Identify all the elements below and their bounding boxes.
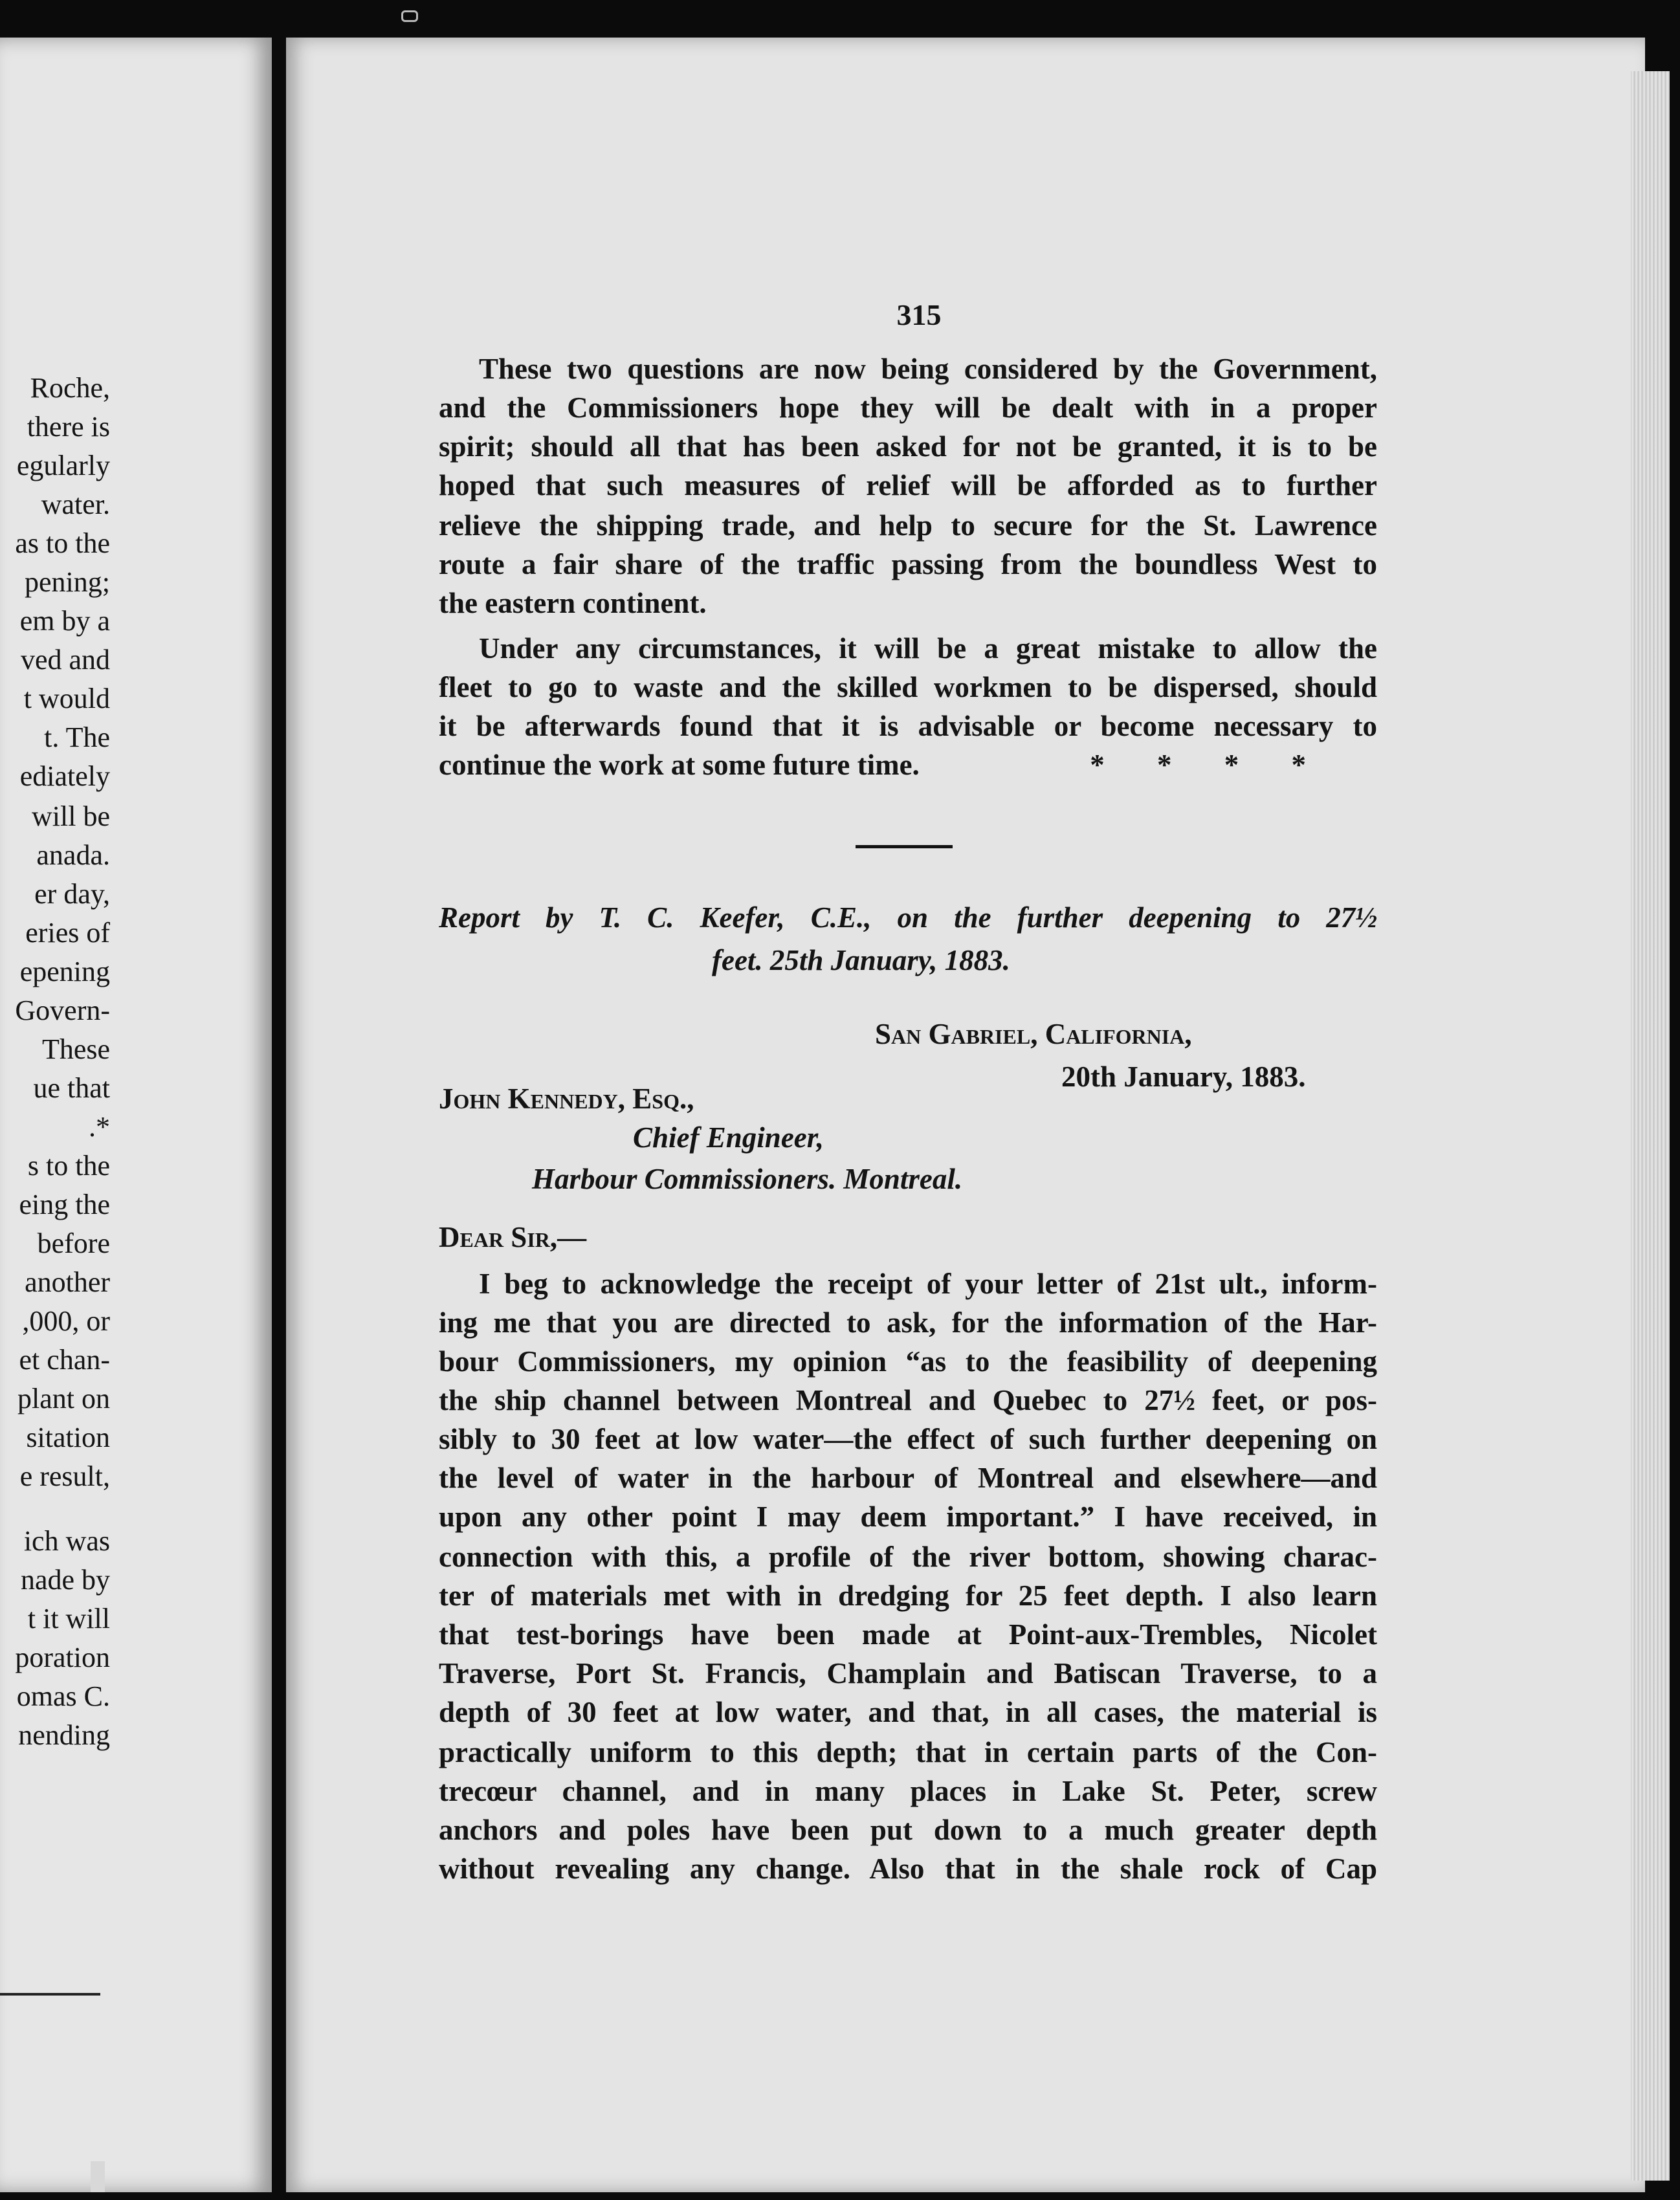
previous-page-line: pening; xyxy=(25,566,110,598)
paragraph-line: spirit; should all that has been asked for not be granted, it is to be xyxy=(439,430,1377,463)
previous-page-line: s to the xyxy=(27,1150,110,1182)
previous-page-line: sitation xyxy=(26,1422,110,1453)
previous-page-line: anada. xyxy=(36,839,110,871)
letter-line: ing me that you are directed to ask, for the information of the Har- xyxy=(439,1306,1377,1339)
previous-page-line: t would xyxy=(23,683,110,714)
letter-line: anchors and poles have been put down to a much greater depth xyxy=(439,1814,1377,1846)
page-number: 315 xyxy=(896,298,942,331)
previous-page-rule xyxy=(0,1993,100,1996)
previous-page-line: plant on xyxy=(17,1383,110,1414)
previous-page-edge xyxy=(0,38,272,2192)
paragraph-line: fleet to go to waste and the skilled workmen to be dispersed, should xyxy=(439,671,1377,703)
previous-page-line: Govern- xyxy=(15,995,110,1026)
letter-place: San Gabriel, California, xyxy=(875,1018,1192,1050)
letter-line: trecœur channel, and in many places in Lake St. Peter, screw xyxy=(439,1775,1377,1807)
previous-page-line: egularly xyxy=(16,450,110,481)
addressee-organization: Harbour Commissioners. Montreal. xyxy=(532,1163,963,1195)
previous-page-line: before xyxy=(37,1227,110,1259)
addressee-title: Chief Engineer, xyxy=(633,1121,824,1154)
paragraph-final-line xyxy=(439,751,1306,780)
addressee-name: John Kennedy, Esq., xyxy=(439,1083,694,1115)
letter-line: depth of 30 feet at low water, and that, in all cases, the material is xyxy=(439,1696,1377,1728)
previous-page-line: et chan- xyxy=(19,1344,110,1376)
previous-page-line: poration xyxy=(15,1642,110,1673)
previous-page-line: em by a xyxy=(19,605,110,637)
previous-page-line: er day, xyxy=(34,878,110,910)
previous-page-line: ue that xyxy=(33,1072,110,1104)
paragraph-line: These two questions are now being considered by the Government, xyxy=(479,353,1377,385)
previous-page-line: as to the xyxy=(15,527,110,559)
letter-line: that test-borings have been made at Point-aux-Trembles, Nicolet xyxy=(439,1618,1377,1651)
previous-page-line: ich was xyxy=(23,1525,110,1557)
previous-page-line: t it will xyxy=(27,1603,110,1634)
previous-page-line: will be xyxy=(32,800,110,832)
letter-line: without revealing any change. Also that in the shale rock of Cap xyxy=(439,1853,1377,1885)
paragraph-line: hoped that such measures of relief will be afforded as to further xyxy=(439,469,1377,501)
paragraph-line: relieve the shipping trade, and help to secure for the St. Lawrence xyxy=(439,509,1377,542)
previous-page-line: t. The xyxy=(44,721,110,753)
previous-page-line: ediately xyxy=(19,760,110,792)
paragraph-line: the eastern continent. xyxy=(439,587,707,619)
previous-page-line: .* xyxy=(89,1111,110,1143)
previous-page-line: epening xyxy=(19,956,110,987)
scan-mark xyxy=(91,2161,105,2192)
letter-line: connection with this, a profile of the river bottom, showing charac- xyxy=(439,1541,1377,1573)
section-divider xyxy=(856,845,953,848)
letter-line: upon any other point I may deem important.” I have received, in xyxy=(439,1501,1377,1533)
letter-line: ter of materials met with in dredging for 25 feet depth. I also learn xyxy=(439,1579,1377,1612)
previous-page-line: eing the xyxy=(19,1189,110,1220)
paragraph-line: it be afterwards found that it is advisable or become necessary to xyxy=(439,710,1377,742)
letter-line: sibly to 30 feet at low water—the effect of such further deepening on xyxy=(439,1423,1377,1455)
report-title-continued: feet. 25th January, 1883. xyxy=(712,944,1010,976)
paragraph-line: Under any circumstances, it will be a great mistake to allow the xyxy=(479,632,1377,665)
page-stack-edge xyxy=(1631,71,1670,2181)
paragraph-line: continue the work at some future time. xyxy=(439,749,920,781)
letter-line: Traverse, Port St. Francis, Champlain and Batiscan Traverse, to a xyxy=(439,1657,1377,1689)
previous-page-line: These xyxy=(41,1033,110,1065)
letter-date: 20th January, 1883. xyxy=(1061,1061,1306,1093)
previous-page-line: eries of xyxy=(25,917,110,949)
previous-page-line: Roche, xyxy=(30,372,110,404)
previous-page-line: another xyxy=(25,1266,110,1298)
paragraph-line: route a fair share of the traffic passing from the boundless West to xyxy=(439,548,1377,580)
previous-page-line: nending xyxy=(18,1719,110,1751)
letter-line: practically uniform to this depth; that in certain parts of the Con- xyxy=(439,1736,1377,1768)
report-title: Report by T. C. Keefer, C.E., on the further deepening to 27½ xyxy=(439,901,1377,934)
salutation: Dear Sir,— xyxy=(439,1221,587,1253)
previous-page-line: ,000, or xyxy=(22,1305,110,1337)
letter-line: I beg to acknowledge the receipt of your letter of 21st ult., inform- xyxy=(479,1268,1377,1300)
previous-page-line: e result, xyxy=(19,1460,110,1492)
letter-line: bour Commissioners, my opinion “as to the feasibility of deepening xyxy=(439,1345,1377,1378)
previous-page-line: ved and xyxy=(20,644,110,676)
paragraph-line: and the Commissioners hope they will be dealt with in a proper xyxy=(439,391,1377,424)
previous-page-line: there is xyxy=(27,411,110,443)
previous-page-line: nade by xyxy=(20,1564,110,1596)
previous-page-line: omas C. xyxy=(16,1680,110,1712)
letter-line: the ship channel between Montreal and Quebec to 27½ feet, or pos- xyxy=(439,1384,1377,1416)
previous-page-line: water. xyxy=(41,489,110,520)
scan-mark xyxy=(401,10,418,22)
asterisk-ellipsis: * * * * xyxy=(1090,749,1306,781)
letter-line: the level of water in the harbour of Montreal and elsewhere—and xyxy=(439,1462,1377,1494)
